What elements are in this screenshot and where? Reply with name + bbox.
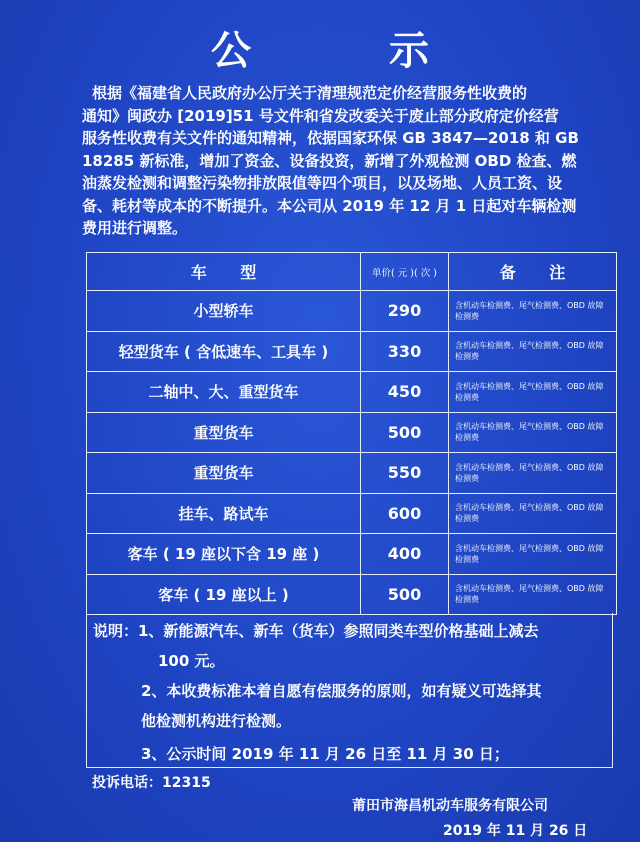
vehicle-type-cell: 客车 ( 19 座以上 ) <box>87 574 361 615</box>
table-row <box>87 412 617 453</box>
remark-cell: 含机动车检测费、尾气检测费、OBD 故障检测费 <box>449 534 617 575</box>
table-row <box>87 534 617 575</box>
intro-line: 根据《福建省人民政府办公厅关于清理规范定价经营服务性收费的 <box>92 84 528 102</box>
price-cell: 290 <box>361 291 449 332</box>
remark-cell: 含机动车检测费、尾气检测费、OBD 故障检测费 <box>449 412 617 453</box>
remark-cell: 含机动车检测费、尾气检测费、OBD 故障检测费 <box>449 291 617 332</box>
price-cell: 500 <box>361 412 449 453</box>
remark-cell: 含机动车检测费、尾气检测费、OBD 故障检测费 <box>449 372 617 413</box>
table-row <box>87 331 617 372</box>
intro-line: 通知》闽政办 [2019]51 号文件和省发改委关于废止部分政府定价经营 <box>82 106 559 125</box>
vehicle-type-cell: 小型轿车 <box>87 291 361 332</box>
table-row <box>87 291 617 332</box>
table-row <box>87 453 617 494</box>
intro-line: 费用进行调整。 <box>82 219 188 237</box>
notice-date: 2019 年 11 月 26 日 <box>443 823 588 839</box>
explanation-line: 3、公示时间 2019 年 11 月 26 日至 11 月 30 日； <box>141 745 509 763</box>
price-cell: 450 <box>361 372 449 413</box>
table-row <box>87 574 617 615</box>
intro-line: 备、耗材等成本的不断提升。本公司从 2019 年 12 月 1 日起对车辆检测 <box>82 196 577 215</box>
header-remarks: 备 注 <box>449 253 617 291</box>
intro-line: 18285 新标准，增加了资金、设备投资，新增了外观检测 OBD 检查、燃 <box>82 151 577 170</box>
explanation-line: 2、本收费标准本着自愿有偿服务的原则，如有疑义可选择其 <box>141 682 542 700</box>
table-row <box>87 372 617 413</box>
vehicle-type-cell: 客车 ( 19 座以下含 19 座 ) <box>87 534 361 575</box>
vehicle-type-cell: 重型货车 <box>87 412 361 453</box>
price-cell: 550 <box>361 453 449 494</box>
price-cell: 330 <box>361 331 449 372</box>
notice-intro <box>82 82 600 240</box>
intro-line: 油蒸发检测和调整污染物排放限值等四个项目，以及场地、人员工资、设 <box>82 174 563 192</box>
explanation-line: 100 元。 <box>158 652 225 670</box>
price-cell: 500 <box>361 574 449 615</box>
explanation-box <box>86 613 613 768</box>
vehicle-type-cell: 轻型货车 ( 含低速车、工具车 ) <box>87 331 361 372</box>
vehicle-type-cell: 挂车、路试车 <box>87 493 361 534</box>
fee-table <box>86 252 617 615</box>
explanation-line: 他检测机构进行检测。 <box>141 712 292 730</box>
price-cell: 600 <box>361 493 449 534</box>
notice-title: 公 示 <box>211 28 491 74</box>
remark-cell: 含机动车检测费、尾气检测费、OBD 故障检测费 <box>449 574 617 615</box>
intro-line: 服务性收费有关文件的通知精神，依据国家环保 GB 3847—2018 和 GB <box>82 129 579 147</box>
vehicle-type-cell: 二轴中、大、重型货车 <box>87 372 361 413</box>
price-cell: 400 <box>361 534 449 575</box>
company-name: 莆田市海昌机动车服务有限公司 <box>352 798 548 814</box>
table-row <box>87 493 617 534</box>
complaint-hotline: 投诉电话：12315 <box>92 775 211 791</box>
header-unit-price: 单价( 元 )( 次 ) <box>361 253 449 291</box>
remark-cell: 含机动车检测费、尾气检测费、OBD 故障检测费 <box>449 331 617 372</box>
header-vehicle-type: 车 型 <box>87 253 361 291</box>
remark-cell: 含机动车检测费、尾气检测费、OBD 故障检测费 <box>449 453 617 494</box>
table-header-row <box>87 253 617 291</box>
vehicle-type-cell: 重型货车 <box>87 453 361 494</box>
remark-cell: 含机动车检测费、尾气检测费、OBD 故障检测费 <box>449 493 617 534</box>
explanation-line: 说明：1、新能源汽车、新车（货车）参照同类车型价格基础上减去 <box>93 622 539 640</box>
